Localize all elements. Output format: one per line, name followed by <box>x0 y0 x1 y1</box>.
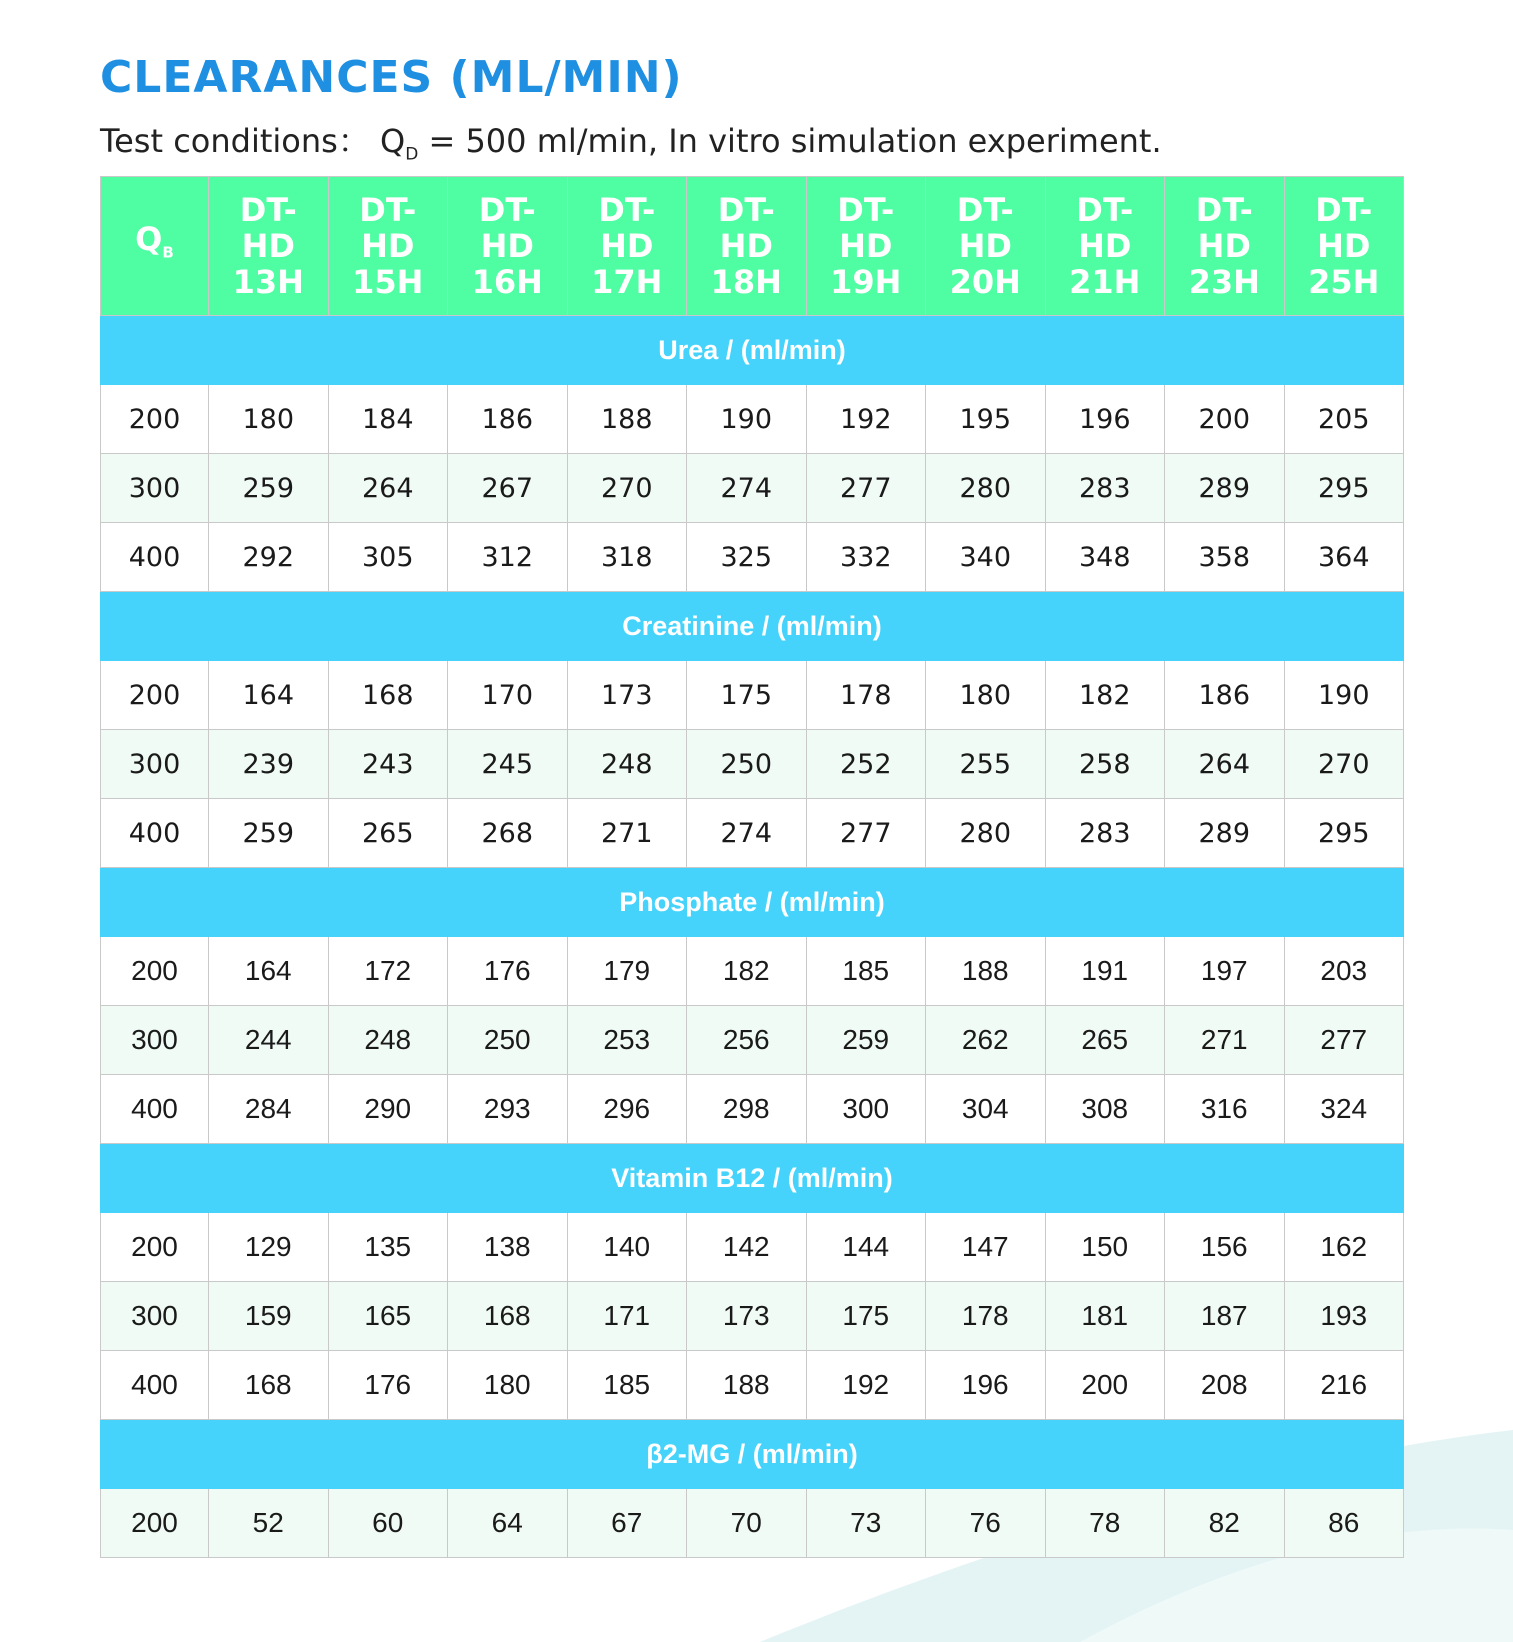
clearance-value: 180 <box>448 1351 568 1420</box>
clearance-value: 82 <box>1165 1489 1285 1558</box>
clearance-value: 165 <box>328 1282 448 1351</box>
clearance-value: 67 <box>567 1489 687 1558</box>
table-row <box>101 1351 1404 1420</box>
clearance-value: 70 <box>687 1489 807 1558</box>
model-header-label: DT-HD 21H <box>1069 191 1141 301</box>
table-row <box>101 937 1404 1006</box>
qb-value: 200 <box>101 1213 209 1282</box>
clearance-value: 192 <box>806 385 926 454</box>
clearance-value: 180 <box>209 385 329 454</box>
test-conditions <box>100 116 1162 164</box>
table-row <box>101 454 1404 523</box>
model-header <box>806 177 926 316</box>
model-header <box>926 177 1046 316</box>
qb-header-subscript: B <box>162 243 174 262</box>
clearance-value: 264 <box>328 454 448 523</box>
clearance-value: 168 <box>328 661 448 730</box>
clearance-value: 196 <box>1045 385 1165 454</box>
model-header <box>209 177 329 316</box>
clearance-value: 248 <box>567 730 687 799</box>
clearance-value: 277 <box>1284 1006 1404 1075</box>
model-header-label: DT-HD 19H <box>830 191 902 301</box>
test-conditions-suffix: = 500 ml/min, In vitro simulation experiment. <box>418 122 1162 160</box>
model-header <box>448 177 568 316</box>
clearance-value: 182 <box>687 937 807 1006</box>
clearance-value: 256 <box>687 1006 807 1075</box>
model-header-label: DT-HD 13H <box>232 191 304 301</box>
qb-value: 400 <box>101 799 209 868</box>
clearance-value: 208 <box>1165 1351 1285 1420</box>
table-row <box>101 1006 1404 1075</box>
clearance-value: 358 <box>1165 523 1285 592</box>
clearance-value: 258 <box>1045 730 1165 799</box>
qb-header <box>101 177 209 316</box>
table-row <box>101 1213 1404 1282</box>
clearance-value: 253 <box>567 1006 687 1075</box>
clearance-value: 259 <box>209 799 329 868</box>
clearance-value: 332 <box>806 523 926 592</box>
clearance-value: 190 <box>1284 661 1404 730</box>
clearance-value: 187 <box>1165 1282 1285 1351</box>
clearance-value: 171 <box>567 1282 687 1351</box>
clearance-value: 197 <box>1165 937 1285 1006</box>
model-header-label: DT-HD 18H <box>710 191 782 301</box>
clearance-value: 296 <box>567 1075 687 1144</box>
clearance-value: 129 <box>209 1213 329 1282</box>
clearance-value: 178 <box>806 661 926 730</box>
clearance-value: 295 <box>1284 799 1404 868</box>
model-header-label: DT-HD 16H <box>471 191 543 301</box>
clearance-value: 304 <box>926 1075 1046 1144</box>
clearance-value: 259 <box>209 454 329 523</box>
clearance-value: 196 <box>926 1351 1046 1420</box>
clearance-value: 179 <box>567 937 687 1006</box>
clearance-value: 264 <box>1165 730 1285 799</box>
model-header-label: DT-HD 15H <box>352 191 424 301</box>
clearance-value: 200 <box>1165 385 1285 454</box>
clearance-value: 193 <box>1284 1282 1404 1351</box>
clearance-value: 340 <box>926 523 1046 592</box>
clearance-value: 348 <box>1045 523 1165 592</box>
qb-value: 400 <box>101 1075 209 1144</box>
clearance-value: 289 <box>1165 799 1285 868</box>
clearance-value: 184 <box>328 385 448 454</box>
table-row <box>101 1075 1404 1144</box>
clearance-value: 52 <box>209 1489 329 1558</box>
clearance-value: 175 <box>806 1282 926 1351</box>
clearance-value: 186 <box>448 385 568 454</box>
model-header-label: DT-HD 25H <box>1308 191 1380 301</box>
clearance-value: 156 <box>1165 1213 1285 1282</box>
section-header-row <box>101 316 1404 385</box>
table-row <box>101 661 1404 730</box>
clearance-value: 283 <box>1045 799 1165 868</box>
clearance-value: 188 <box>687 1351 807 1420</box>
clearance-value: 239 <box>209 730 329 799</box>
clearance-value: 216 <box>1284 1351 1404 1420</box>
clearance-value: 170 <box>448 661 568 730</box>
clearance-value: 205 <box>1284 385 1404 454</box>
clearance-value: 182 <box>1045 661 1165 730</box>
clearance-value: 191 <box>1045 937 1165 1006</box>
clearance-value: 312 <box>448 523 568 592</box>
clearance-value: 295 <box>1284 454 1404 523</box>
clearance-value: 250 <box>687 730 807 799</box>
section-header-row <box>101 1144 1404 1213</box>
clearance-value: 186 <box>1165 661 1285 730</box>
clearance-value: 318 <box>567 523 687 592</box>
clearance-value: 364 <box>1284 523 1404 592</box>
clearance-value: 176 <box>328 1351 448 1420</box>
section-label: Phosphate / (ml/min) <box>101 868 1404 937</box>
qb-value: 200 <box>101 385 209 454</box>
table-row <box>101 1282 1404 1351</box>
clearance-value: 283 <box>1045 454 1165 523</box>
clearance-value: 190 <box>687 385 807 454</box>
clearance-value: 244 <box>209 1006 329 1075</box>
clearance-value: 325 <box>687 523 807 592</box>
clearance-value: 64 <box>448 1489 568 1558</box>
clearance-value: 195 <box>926 385 1046 454</box>
qb-value: 300 <box>101 1282 209 1351</box>
clearance-value: 289 <box>1165 454 1285 523</box>
clearance-value: 274 <box>687 799 807 868</box>
clearance-value: 73 <box>806 1489 926 1558</box>
section-label: Urea / (ml/min) <box>101 316 1404 385</box>
clearance-value: 159 <box>209 1282 329 1351</box>
clearance-value: 175 <box>687 661 807 730</box>
clearance-value: 203 <box>1284 937 1404 1006</box>
clearances-table <box>100 176 1404 1558</box>
clearance-value: 178 <box>926 1282 1046 1351</box>
clearance-value: 277 <box>806 454 926 523</box>
section-header-row <box>101 1420 1404 1489</box>
clearance-value: 140 <box>567 1213 687 1282</box>
clearance-value: 138 <box>448 1213 568 1282</box>
model-header <box>567 177 687 316</box>
clearance-value: 172 <box>328 937 448 1006</box>
section-label: β2-MG / (ml/min) <box>101 1420 1404 1489</box>
clearance-value: 280 <box>926 799 1046 868</box>
clearance-value: 181 <box>1045 1282 1165 1351</box>
clearance-value: 280 <box>926 454 1046 523</box>
clearance-value: 173 <box>687 1282 807 1351</box>
clearance-value: 292 <box>209 523 329 592</box>
model-header <box>328 177 448 316</box>
clearance-value: 259 <box>806 1006 926 1075</box>
clearance-value: 78 <box>1045 1489 1165 1558</box>
qb-value: 400 <box>101 523 209 592</box>
clearance-value: 300 <box>806 1075 926 1144</box>
qb-header-label: Q <box>135 220 163 259</box>
model-header-label: DT-HD 17H <box>591 191 663 301</box>
clearance-value: 265 <box>328 799 448 868</box>
clearance-value: 168 <box>448 1282 568 1351</box>
clearance-value: 185 <box>806 937 926 1006</box>
clearance-value: 268 <box>448 799 568 868</box>
clearance-value: 76 <box>926 1489 1046 1558</box>
clearance-value: 200 <box>1045 1351 1165 1420</box>
clearance-value: 270 <box>1284 730 1404 799</box>
qb-value: 400 <box>101 1351 209 1420</box>
model-header-label: DT-HD 20H <box>949 191 1021 301</box>
clearance-value: 192 <box>806 1351 926 1420</box>
clearance-value: 168 <box>209 1351 329 1420</box>
clearance-value: 188 <box>926 937 1046 1006</box>
clearance-value: 290 <box>328 1075 448 1144</box>
clearance-value: 277 <box>806 799 926 868</box>
clearance-value: 60 <box>328 1489 448 1558</box>
clearance-value: 324 <box>1284 1075 1404 1144</box>
clearance-value: 248 <box>328 1006 448 1075</box>
clearance-value: 135 <box>328 1213 448 1282</box>
clearance-value: 267 <box>448 454 568 523</box>
header-row <box>101 177 1404 316</box>
section-header-row <box>101 868 1404 937</box>
clearance-value: 164 <box>209 661 329 730</box>
clearance-value: 180 <box>926 661 1046 730</box>
clearance-value: 270 <box>567 454 687 523</box>
clearance-value: 164 <box>209 937 329 1006</box>
page-title: CLEARANCES (ML/MIN) <box>100 52 683 103</box>
table-row <box>101 799 1404 868</box>
clearance-value: 144 <box>806 1213 926 1282</box>
qb-value: 300 <box>101 1006 209 1075</box>
clearance-value: 142 <box>687 1213 807 1282</box>
clearance-value: 86 <box>1284 1489 1404 1558</box>
qb-value: 200 <box>101 1489 209 1558</box>
model-header-label: DT-HD 23H <box>1188 191 1260 301</box>
clearance-value: 150 <box>1045 1213 1165 1282</box>
clearance-value: 173 <box>567 661 687 730</box>
clearance-value: 274 <box>687 454 807 523</box>
clearance-value: 255 <box>926 730 1046 799</box>
clearance-value: 298 <box>687 1075 807 1144</box>
clearance-value: 308 <box>1045 1075 1165 1144</box>
table-row <box>101 385 1404 454</box>
qb-value: 300 <box>101 454 209 523</box>
clearance-value: 293 <box>448 1075 568 1144</box>
table-row <box>101 1489 1404 1558</box>
model-header <box>1045 177 1165 316</box>
section-label: Creatinine / (ml/min) <box>101 592 1404 661</box>
clearance-value: 176 <box>448 937 568 1006</box>
clearance-value: 252 <box>806 730 926 799</box>
test-conditions-prefix: Test conditions： Q <box>100 122 406 160</box>
clearance-value: 265 <box>1045 1006 1165 1075</box>
model-header <box>1165 177 1285 316</box>
qb-value: 300 <box>101 730 209 799</box>
table-row <box>101 730 1404 799</box>
clearance-value: 243 <box>328 730 448 799</box>
section-label: Vitamin B12 / (ml/min) <box>101 1144 1404 1213</box>
clearance-value: 250 <box>448 1006 568 1075</box>
clearance-value: 245 <box>448 730 568 799</box>
section-header-row <box>101 592 1404 661</box>
clearance-value: 305 <box>328 523 448 592</box>
clearance-value: 262 <box>926 1006 1046 1075</box>
qb-value: 200 <box>101 937 209 1006</box>
model-header <box>1284 177 1404 316</box>
clearance-value: 271 <box>1165 1006 1285 1075</box>
clearance-value: 188 <box>567 385 687 454</box>
clearance-value: 162 <box>1284 1213 1404 1282</box>
model-header <box>687 177 807 316</box>
clearance-value: 147 <box>926 1213 1046 1282</box>
test-conditions-subscript: D <box>405 144 419 165</box>
clearance-value: 316 <box>1165 1075 1285 1144</box>
table-row <box>101 523 1404 592</box>
clearance-value: 284 <box>209 1075 329 1144</box>
clearance-value: 271 <box>567 799 687 868</box>
clearance-value: 185 <box>567 1351 687 1420</box>
qb-value: 200 <box>101 661 209 730</box>
